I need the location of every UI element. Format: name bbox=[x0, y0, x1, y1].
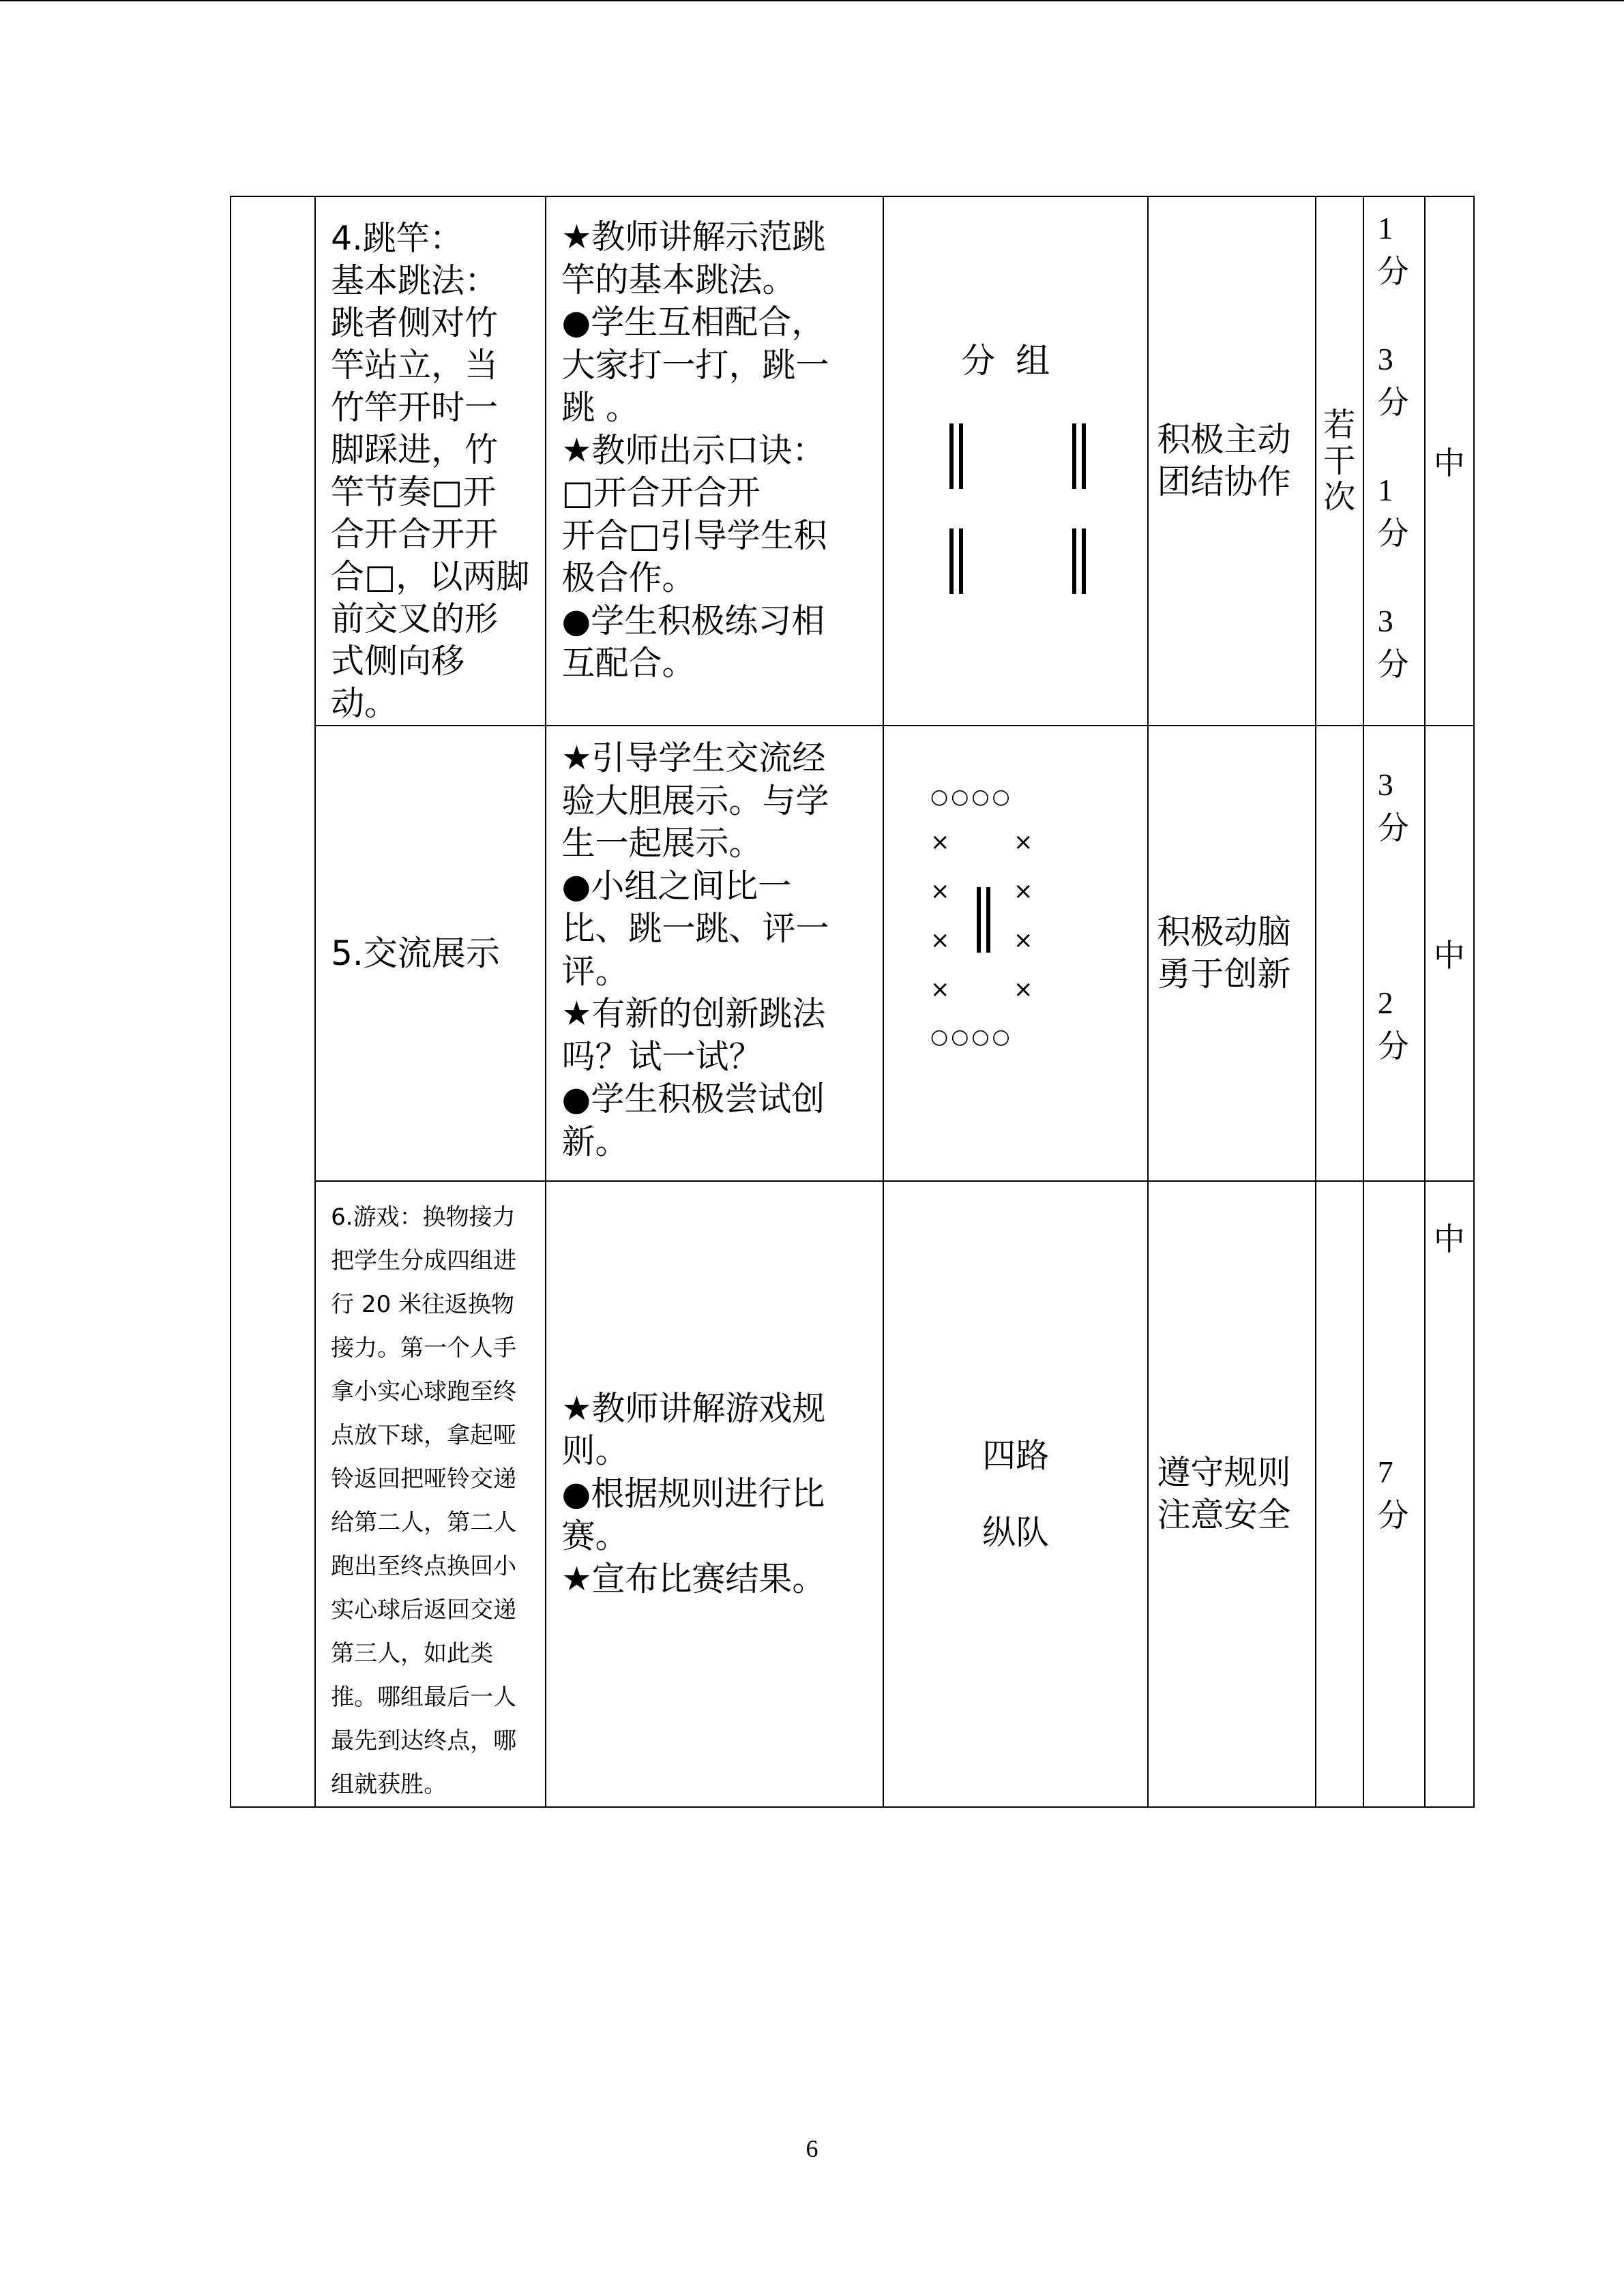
cross-mark: × bbox=[930, 927, 950, 954]
text-line: 式侧向移 bbox=[331, 642, 465, 681]
text-line: 1 bbox=[1377, 473, 1393, 507]
intensity-cell bbox=[1425, 726, 1474, 1181]
text-line: 积极动脑 bbox=[1157, 912, 1291, 951]
text-line: 3 bbox=[1377, 767, 1393, 802]
text-line: 勇于创新 bbox=[1157, 955, 1291, 994]
text-line bbox=[1378, 294, 1424, 338]
text-line: 互配合。 bbox=[561, 644, 696, 683]
pole-mark bbox=[1082, 528, 1086, 594]
text-line: 积极主动 bbox=[1157, 420, 1291, 459]
text-line: 分 bbox=[1377, 1029, 1409, 1064]
content-text bbox=[316, 197, 545, 725]
text-line: 4.跳竿： bbox=[331, 219, 463, 258]
content-text bbox=[316, 1182, 545, 1806]
text-line: □开合开合开 bbox=[561, 473, 761, 512]
text-line: 分 bbox=[1377, 1498, 1409, 1533]
text-line: 把学生分成四组进 bbox=[331, 1247, 517, 1274]
intent-text bbox=[1149, 419, 1297, 503]
text-line bbox=[1378, 894, 1424, 938]
text-char: 若 bbox=[1323, 406, 1356, 444]
text-line: 基本跳法： bbox=[331, 261, 499, 300]
text-line: 实心球后返回交递 bbox=[331, 1596, 517, 1624]
text-line: 拿小实心球跑至终 bbox=[331, 1378, 517, 1405]
text-line bbox=[1378, 425, 1424, 468]
organization-cell bbox=[883, 1181, 1148, 1807]
organization-label: 分组 bbox=[961, 341, 1071, 381]
text-line: ★有新的创新跳法 bbox=[561, 994, 826, 1033]
text-line: 验大胆展示。与学 bbox=[561, 781, 829, 820]
text-line: 分 bbox=[1377, 516, 1409, 551]
times-cell bbox=[1316, 726, 1363, 1181]
table-row bbox=[231, 1181, 1474, 1807]
text-line: 分 bbox=[1377, 385, 1409, 420]
organization-diagram-exchange bbox=[884, 726, 1147, 1180]
text-line: 竿节奏□开 bbox=[331, 473, 497, 511]
text-line: 竹竿开时一 bbox=[331, 388, 499, 427]
text-line: 跳 。 bbox=[561, 388, 640, 427]
text-line: 动。 bbox=[331, 684, 398, 723]
text-line: 分 bbox=[1377, 254, 1409, 289]
text-line: 2 bbox=[1377, 985, 1393, 1020]
text-line: 遵守规则 bbox=[1157, 1453, 1291, 1492]
text-line: 分 bbox=[1377, 811, 1409, 846]
text-line: ●学生积极尝试创 bbox=[561, 1079, 825, 1118]
text-line: ●小组之间比一 bbox=[561, 866, 792, 906]
cross-mark: × bbox=[1014, 878, 1033, 905]
text-line: 开合□引导学生积 bbox=[561, 516, 827, 555]
times-cell bbox=[1316, 196, 1363, 726]
pole-mark bbox=[959, 423, 963, 489]
text-line: 纵队 bbox=[982, 1512, 1050, 1552]
cross-mark: × bbox=[1014, 927, 1033, 954]
pole-mark bbox=[959, 528, 963, 594]
times-text bbox=[1316, 407, 1363, 516]
method-text bbox=[546, 1388, 839, 1601]
pole-mark bbox=[949, 423, 954, 489]
times-cell bbox=[1316, 1181, 1363, 1807]
text-line: ★教师讲解游戏规 bbox=[561, 1388, 826, 1428]
text-line: 6.游戏：换物接力 bbox=[331, 1204, 516, 1231]
minutes-text bbox=[1364, 197, 1424, 687]
text-line bbox=[1378, 850, 1424, 894]
text-line: 团结协作 bbox=[1157, 462, 1291, 501]
text-line: 大家打一打，跳一 bbox=[561, 345, 829, 385]
circle-row: ○○○○ bbox=[930, 1025, 1013, 1049]
text-line: 脚踩进，竹 bbox=[331, 430, 499, 469]
text-line: 合开合开开 bbox=[331, 515, 499, 554]
text-line: 跑出至终点换回小 bbox=[331, 1553, 517, 1580]
text-line bbox=[1378, 556, 1424, 599]
minutes-cell bbox=[1363, 1181, 1425, 1807]
text-line: 1 bbox=[1377, 211, 1393, 245]
text-line: 新。 bbox=[561, 1122, 629, 1161]
text-line: 赛。 bbox=[561, 1517, 629, 1556]
minutes-cell bbox=[1363, 196, 1425, 726]
page-number: 6 bbox=[806, 2135, 818, 2162]
intensity-text: 中 bbox=[1433, 445, 1465, 481]
lesson-plan-table bbox=[230, 196, 1475, 1808]
intensity-text: 中 bbox=[1433, 937, 1465, 974]
section-column-cell bbox=[231, 196, 315, 1807]
text-line: 竿站立，当 bbox=[331, 346, 499, 385]
minutes-text bbox=[1364, 726, 1424, 1069]
intent-cell bbox=[1148, 196, 1315, 726]
text-line: ★宣布比赛结果。 bbox=[561, 1559, 826, 1598]
intensity-text: 中 bbox=[1433, 1221, 1465, 1257]
intensity-cell bbox=[1425, 1181, 1474, 1807]
text-line: 跳者侧对竹 bbox=[331, 303, 499, 342]
text-line: 点放下球，拿起哑 bbox=[331, 1422, 517, 1449]
minutes-cell bbox=[1363, 726, 1425, 1181]
text-line: 铃返回把哑铃交递 bbox=[331, 1465, 517, 1493]
cross-mark: × bbox=[1014, 976, 1033, 1003]
intent-cell bbox=[1148, 1181, 1315, 1807]
organization-diagram-group bbox=[884, 197, 1147, 725]
method-cell bbox=[546, 726, 883, 1181]
intent-text bbox=[1149, 911, 1297, 996]
text-line: 注意安全 bbox=[1157, 1495, 1291, 1534]
text-char: 干 bbox=[1323, 442, 1356, 480]
text-line: 行 20 米往返换物 bbox=[331, 1291, 515, 1318]
method-cell bbox=[546, 1181, 883, 1807]
text-line: 四路 bbox=[982, 1435, 1050, 1475]
text-line: 比、跳一跳、评一 bbox=[561, 909, 829, 948]
text-line: 吗？试一试？ bbox=[561, 1037, 763, 1076]
text-line: ★教师讲解示范跳 bbox=[561, 218, 826, 256]
text-line: 给第二人，第二人 bbox=[331, 1509, 517, 1536]
text-line: ●根据规则进行比 bbox=[561, 1474, 825, 1513]
text-line: 极合作。 bbox=[561, 558, 696, 597]
text-line: 3 bbox=[1377, 603, 1393, 638]
pole-mark bbox=[949, 528, 954, 594]
pole-mark bbox=[1072, 528, 1076, 594]
intensity-cell bbox=[1425, 196, 1474, 726]
cross-mark: × bbox=[1014, 829, 1033, 856]
text-line: 接力。第一个人手 bbox=[331, 1335, 517, 1362]
text-line: 3 bbox=[1377, 342, 1393, 376]
cross-mark: × bbox=[930, 976, 950, 1003]
cross-mark: × bbox=[930, 878, 950, 905]
text-line bbox=[1378, 938, 1424, 981]
text-line: ●学生互相配合， bbox=[561, 303, 825, 342]
organization-text bbox=[884, 1401, 1147, 1588]
text-line: ●学生积极练习相 bbox=[561, 601, 825, 640]
text-line: 竿的基本跳法。 bbox=[561, 260, 796, 299]
pole-mark bbox=[1082, 423, 1086, 489]
text-line: 第三人，如此类 bbox=[331, 1640, 494, 1667]
page-top-border bbox=[0, 0, 1624, 1]
circle-row: ○○○○ bbox=[930, 785, 1013, 809]
content-cell bbox=[315, 1181, 546, 1807]
method-text bbox=[546, 197, 883, 685]
method-cell bbox=[546, 196, 883, 726]
content-cell bbox=[315, 726, 546, 1181]
minutes-text bbox=[1364, 1450, 1409, 1538]
intent-text bbox=[1149, 1452, 1297, 1536]
text-line: 最先到达终点，哪 bbox=[331, 1727, 517, 1755]
text-line: 分 bbox=[1377, 647, 1409, 682]
text-line: 评。 bbox=[561, 951, 629, 991]
text-char: 次 bbox=[1323, 478, 1356, 516]
method-text bbox=[546, 726, 883, 1163]
text-line: 合□，以两脚 bbox=[331, 557, 530, 596]
text-line: ★教师出示口诀： bbox=[561, 430, 826, 470]
text-line: 7 bbox=[1377, 1455, 1393, 1489]
organization-cell bbox=[883, 726, 1148, 1181]
text-line: 则。 bbox=[561, 1431, 629, 1471]
text-line: 推。哪组最后一人 bbox=[331, 1684, 517, 1711]
pole-mark bbox=[977, 887, 981, 953]
content-text bbox=[316, 932, 515, 974]
cross-mark: × bbox=[930, 829, 950, 856]
content-cell bbox=[315, 196, 546, 726]
text-line: ★引导学生交流经 bbox=[561, 739, 826, 777]
text-line: 5.交流展示 bbox=[331, 934, 500, 973]
table-row bbox=[231, 196, 1474, 726]
pole-mark bbox=[986, 887, 990, 953]
pole-mark bbox=[1072, 423, 1076, 489]
text-line: 前交叉的形 bbox=[331, 599, 499, 638]
table-row bbox=[231, 726, 1474, 1181]
organization-cell bbox=[883, 196, 1148, 726]
text-line: 组就获胜。 bbox=[331, 1771, 447, 1798]
text-line: 生一起展示。 bbox=[561, 824, 763, 863]
intent-cell bbox=[1148, 726, 1315, 1181]
